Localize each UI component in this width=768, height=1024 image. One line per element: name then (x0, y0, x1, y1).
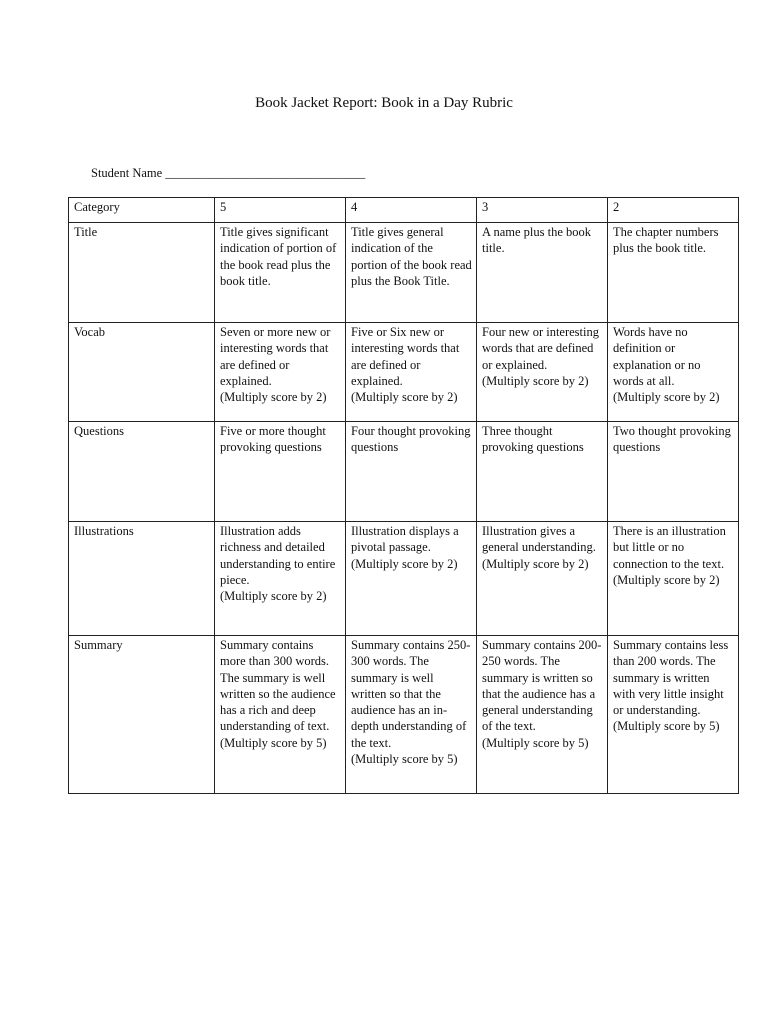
criteria-cell-5: Five or more thought provoking questions (215, 422, 346, 522)
page-title: Book Jacket Report: Book in a Day Rubric (255, 95, 513, 111)
header-category: Category (69, 198, 215, 223)
header-score-4: 4 (346, 198, 477, 223)
rubric-row-illustrations (69, 522, 739, 636)
category-cell: Questions (69, 422, 215, 522)
criteria-cell-4: Five or Six new or interesting words that are defined or explained. (Multiply score by 2) (346, 323, 477, 422)
rubric-row-summary (69, 636, 739, 794)
category-cell: Vocab (69, 323, 215, 422)
criteria-cell-3: Three thought provoking questions (477, 422, 608, 522)
criteria-cell-3: A name plus the book title. (477, 223, 608, 323)
criteria-cell-5: Title gives significant indication of portion of the book read plus the book title. (215, 223, 346, 323)
category-cell: Summary (69, 636, 215, 794)
criteria-cell-5: Seven or more new or interesting words that are defined or explained. (Multiply score by 2) (215, 323, 346, 422)
criteria-cell-5: Summary contains more than 300 words. The summary is well written so the audience has a rich and deep understanding of text. (Multiply score by 5) (215, 636, 346, 794)
criteria-cell-4: Summary contains 250-300 words. The summary is well written so that the audience has an in-depth understanding of the text. (Multiply score by 5) (346, 636, 477, 794)
criteria-cell-3: Summary contains 200-250 words. The summary is written so that the audience has a general understanding of the text. (Multiply score by 5) (477, 636, 608, 794)
rubric-table (68, 197, 739, 794)
criteria-cell-2: Words have no definition or explanation or no words at all. (Multiply score by 2) (608, 323, 739, 422)
student-name-field: Student Name ________________________________ (91, 166, 366, 180)
header-score-2: 2 (608, 198, 739, 223)
criteria-cell-4: Illustration displays a pivotal passage. (Multiply score by 2) (346, 522, 477, 636)
criteria-cell-2: There is an illustration but little or no connection to the text. (Multiply score by 2) (608, 522, 739, 636)
category-cell: Title (69, 223, 215, 323)
header-score-3: 3 (477, 198, 608, 223)
category-cell: Illustrations (69, 522, 215, 636)
criteria-cell-2: Summary contains less than 200 words. The summary is written with very little insight or understanding. (Multiply score by 5) (608, 636, 739, 794)
criteria-cell-4: Title gives general indication of the portion of the book read plus the Book Title. (346, 223, 477, 323)
criteria-cell-2: Two thought provoking questions (608, 422, 739, 522)
criteria-cell-5: Illustration adds richness and detailed understanding to entire piece. (Multiply score by 2) (215, 522, 346, 636)
criteria-cell-3: Four new or interesting words that are defined or explained. (Multiply score by 2) (477, 323, 608, 422)
criteria-cell-4: Four thought provoking questions (346, 422, 477, 522)
rubric-header-row (69, 198, 739, 223)
rubric-row-vocab (69, 323, 739, 422)
criteria-cell-2: The chapter numbers plus the book title. (608, 223, 739, 323)
header-score-5: 5 (215, 198, 346, 223)
rubric-row-questions (69, 422, 739, 522)
criteria-cell-3: Illustration gives a general understanding. (Multiply score by 2) (477, 522, 608, 636)
rubric-row-title (69, 223, 739, 323)
